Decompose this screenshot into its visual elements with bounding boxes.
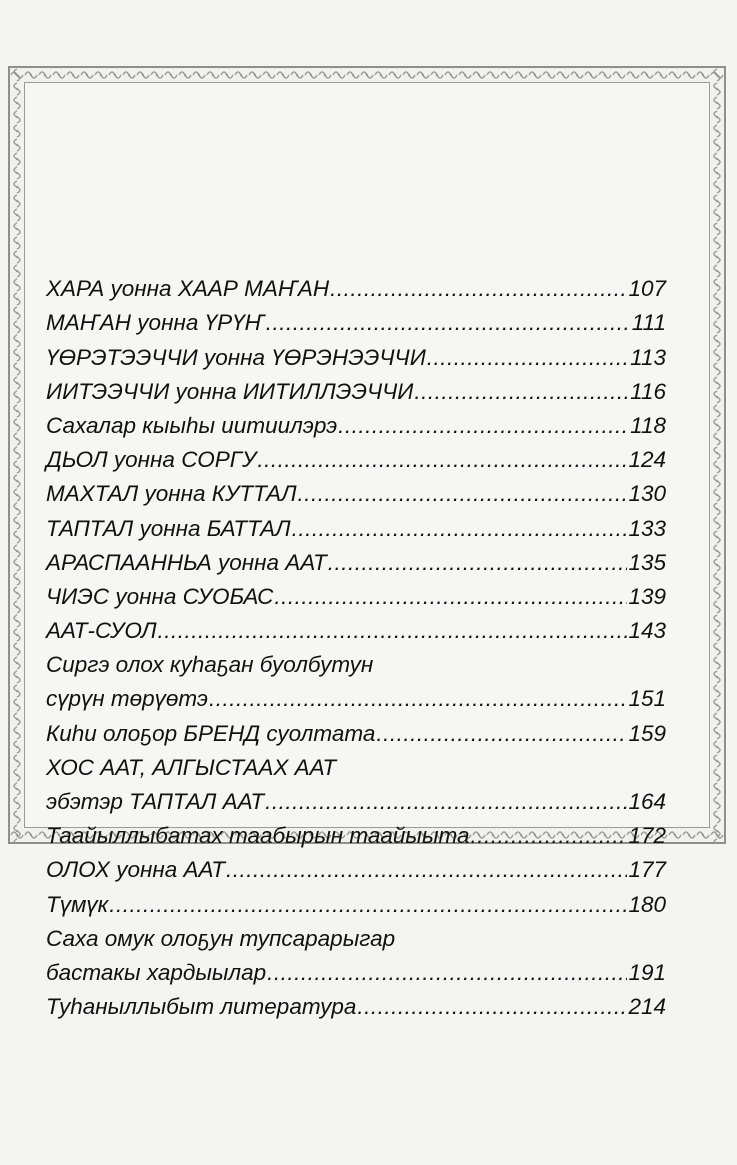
toc-title: ААТ-СУОЛ [46, 618, 157, 644]
toc-page: 191 [628, 959, 666, 985]
toc-title: Таайыллыбатах таабырын таайыыта [46, 823, 470, 849]
leader-dots [471, 822, 628, 849]
toc-page: 151 [628, 686, 666, 712]
toc-page: 107 [628, 276, 666, 302]
toc-entry [46, 849, 666, 883]
toc-title: ТАПТАЛ уонна БАТТАЛ [46, 515, 291, 541]
leader-dots [376, 720, 627, 747]
toc-page: 133 [628, 515, 666, 541]
leader-dots [414, 378, 629, 405]
toc-page: 164 [628, 789, 666, 814]
toc-page: 124 [628, 447, 666, 473]
toc-title: ДЬОЛ уонна СОРГУ [46, 447, 257, 473]
toc-entry [46, 302, 666, 336]
toc-title: МАХТАЛ уонна КУТТАЛ [46, 481, 297, 507]
toc-entry [46, 781, 666, 815]
toc-page: 113 [630, 344, 666, 370]
toc-page: 130 [628, 481, 666, 507]
toc-entry-continued [46, 644, 666, 678]
leader-dots [427, 344, 629, 371]
leader-dots [226, 856, 627, 883]
toc-title: эбэтэр ТАПТАЛ ААТ [46, 789, 265, 814]
toc-page: 143 [628, 618, 666, 644]
toc-title: Саха омук олоҕун тупсарарыгар [46, 925, 396, 951]
toc-entry [46, 952, 666, 986]
toc-entry [46, 542, 666, 576]
table-of-contents [46, 268, 666, 1020]
toc-title: Киһи олоҕор БРЕНД суолтата [46, 720, 376, 746]
toc-page: 214 [628, 994, 666, 1020]
toc-entry [46, 576, 666, 610]
toc-entry [46, 712, 666, 746]
ornament-right [710, 68, 724, 842]
toc-page: 118 [630, 412, 666, 438]
toc-title: Түмүк [46, 891, 109, 917]
leader-dots [328, 549, 628, 576]
toc-entry [46, 371, 666, 405]
toc-title: ХАРА уонна ХААР МАҤАН [46, 276, 330, 302]
toc-title: ИИТЭЭЧЧИ уонна ИИТИЛЛЭЭЧЧИ [46, 378, 414, 404]
toc-entry-continued [46, 747, 666, 781]
toc-entry [46, 507, 666, 541]
toc-page: 135 [628, 549, 666, 575]
ornament-left [10, 68, 24, 842]
toc-title: ХОС ААТ, АЛГЫСТААХ ААТ [46, 754, 337, 780]
leader-dots [274, 583, 627, 610]
toc-entry [46, 439, 666, 473]
toc-title: сүрүн төрүөтэ [46, 686, 208, 712]
toc-entry [46, 986, 666, 1020]
toc-page: 180 [628, 891, 666, 917]
ornament-top [10, 68, 724, 82]
toc-page: 139 [628, 583, 666, 609]
toc-title: ҮӨРЭТЭЭЧЧИ уонна ҮӨРЭНЭЭЧЧИ [46, 344, 426, 370]
toc-entry [46, 405, 666, 439]
leader-dots [298, 480, 628, 507]
toc-page: 159 [628, 720, 666, 746]
leader-dots [266, 309, 631, 336]
leader-dots [158, 617, 628, 644]
toc-entry-continued [46, 918, 666, 952]
leader-dots [357, 993, 627, 1020]
toc-entry [46, 268, 666, 302]
toc-entry [46, 883, 666, 917]
leader-dots [330, 275, 627, 302]
toc-entry [46, 678, 666, 712]
leader-dots [209, 685, 627, 712]
toc-title: ЧИЭС уонна СУОБАС [46, 583, 274, 609]
toc-entry [46, 336, 666, 370]
leader-dots [267, 959, 627, 986]
toc-title: ОЛОХ уонна ААТ [46, 857, 225, 883]
leader-dots [265, 788, 627, 815]
toc-page: 116 [630, 378, 666, 404]
leader-dots [257, 446, 627, 473]
leader-dots [292, 515, 628, 542]
toc-title: Сахалар кыыһы иитиилэрэ [46, 412, 338, 438]
toc-title: Туһаныллыбыт литература [46, 994, 357, 1020]
toc-title: Сиргэ олох куһаҕан буолбутун [46, 652, 374, 678]
toc-title: МАҤАН уонна ҮРҮҤ [46, 310, 265, 336]
leader-dots [109, 891, 627, 918]
toc-entry [46, 473, 666, 507]
toc-page: 177 [628, 857, 666, 883]
toc-page: 111 [631, 310, 666, 336]
toc-entry [46, 815, 666, 849]
leader-dots [338, 412, 629, 439]
toc-title: АРАСПААННЬА уонна ААТ [46, 549, 327, 575]
toc-title: бастакы хардыылар [46, 959, 267, 985]
toc-entry [46, 610, 666, 644]
toc-page: 172 [628, 823, 666, 849]
